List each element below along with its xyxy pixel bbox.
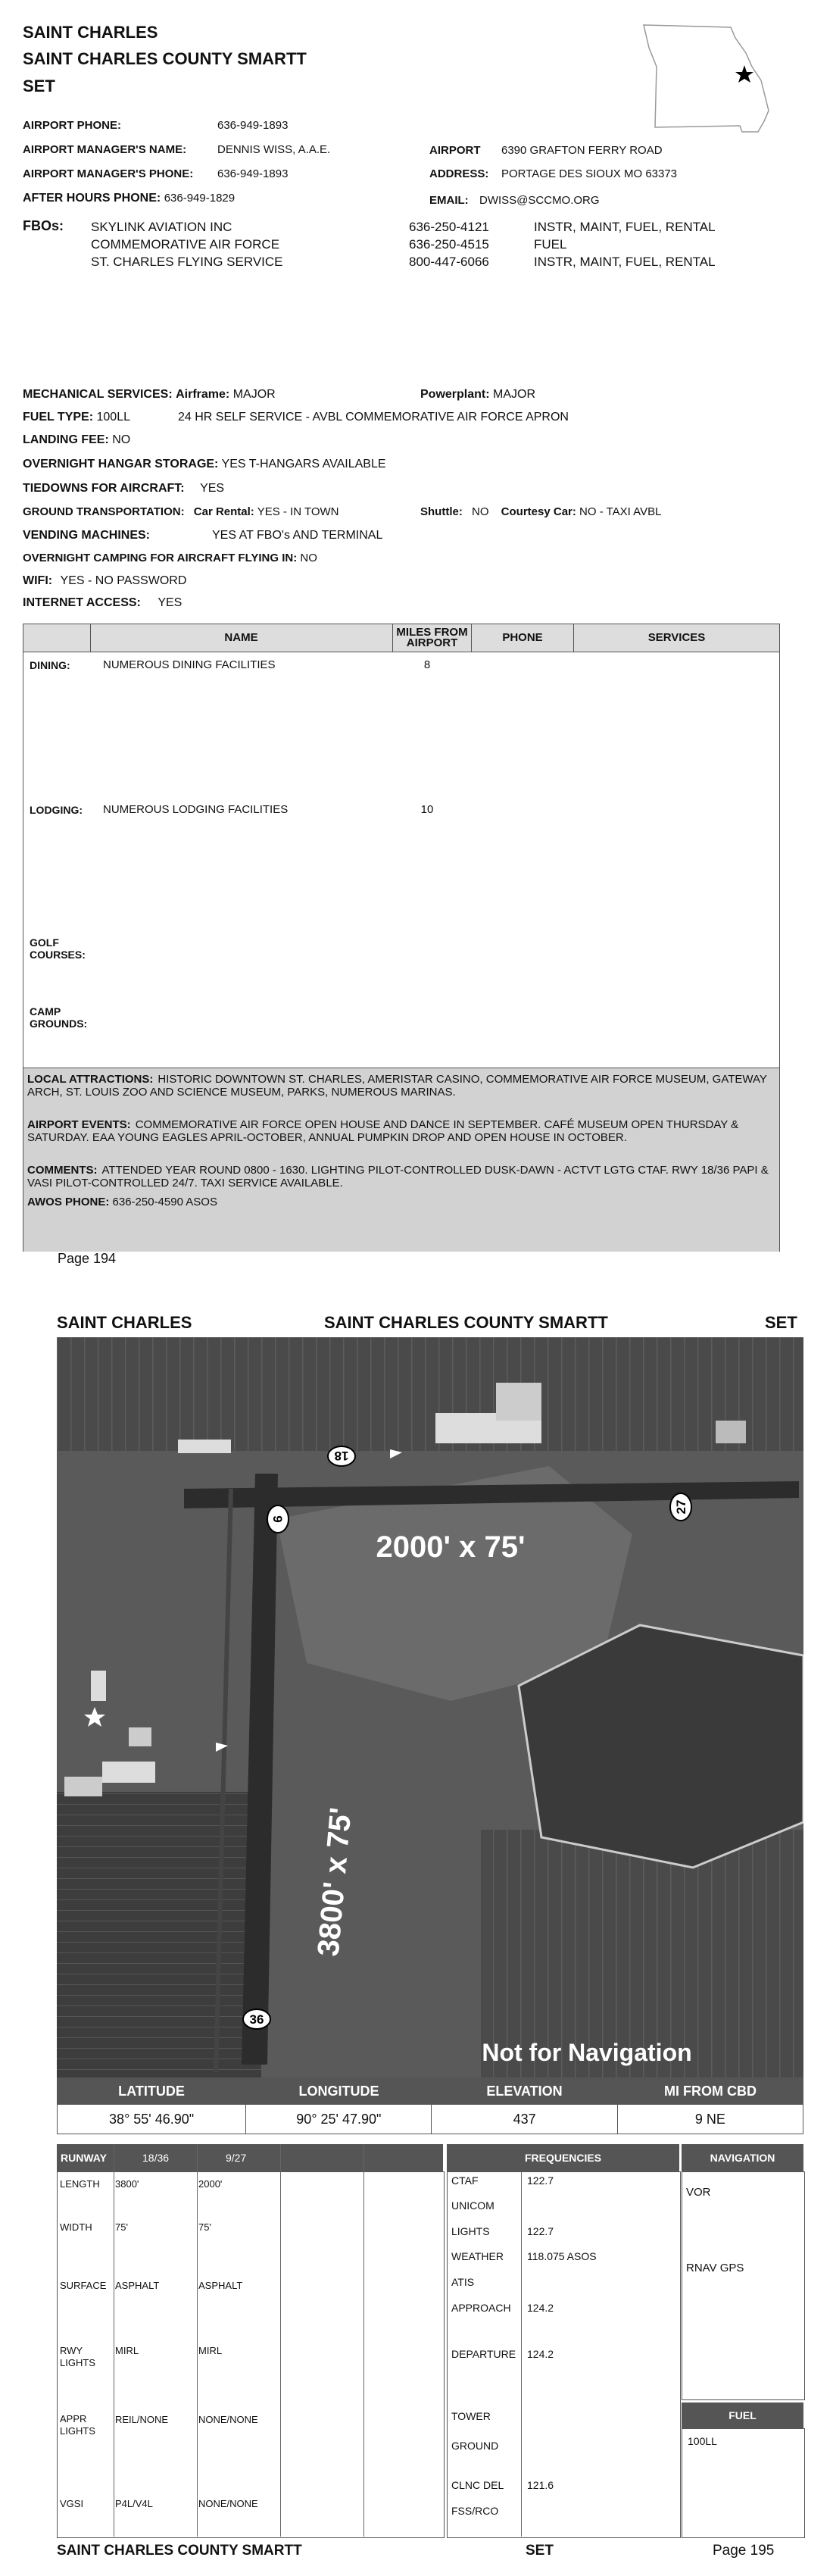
powerplant-value: MAJOR [493, 388, 536, 401]
cbd-label: MI FROM CBD [664, 2083, 757, 2099]
col-name: NAME [90, 624, 393, 652]
awos-label: AWOS PHONE: [27, 1196, 110, 1208]
manager-phone-label: AIRPORT MANAGER'S PHONE: [23, 167, 194, 180]
fbo-name: COMMEMORATIVE AIR FORCE [91, 237, 280, 252]
length-label: LENGTH [60, 2178, 100, 2190]
camping-value: NO [300, 552, 317, 564]
atis-label: ATIS [451, 2276, 475, 2288]
runway-9-label: 9 [270, 1515, 285, 1523]
after-hours-phone: 636-949-1829 [164, 192, 236, 205]
fuel-note: 24 HR SELF SERVICE - AVBL COMMEMORATIVE AIR FORCE APRON [178, 411, 569, 424]
ground-transport-row [23, 505, 339, 518]
landing-fee-value: NO [112, 433, 131, 446]
mechanical-services-row [23, 388, 276, 402]
camping-label: OVERNIGHT CAMPING FOR AIRCRAFT FLYING IN: [23, 552, 298, 564]
fbo-services: FUEL [534, 237, 567, 252]
departure-value: 124.2 [527, 2348, 554, 2360]
amenities-header [23, 624, 779, 652]
runway-1-label: 18/36 [142, 2152, 170, 2164]
length-rwy2: 2000' [198, 2178, 223, 2190]
coordinates-table [57, 2077, 803, 2134]
page2-header-center: SAINT CHARLES COUNTY SMARTT [324, 1313, 608, 1332]
appr-rwy1: REIL/NONE [115, 2414, 169, 2425]
runway-27-label: 27 [674, 1499, 688, 1515]
shuttle-label: Shuttle: [420, 505, 463, 518]
footer-center: SET [526, 2543, 554, 2559]
amenities-table [23, 624, 780, 1252]
dining-label: DINING: [30, 659, 70, 671]
col-miles: MILES FROM AIRPORT [393, 624, 472, 652]
city-title: SAINT CHARLES [23, 23, 158, 42]
cbd-value: 9 NE [694, 2111, 725, 2127]
aerial-airport-photo [57, 1337, 803, 2077]
dining-miles: 8 [423, 658, 431, 671]
departure-label: DEPARTURE [451, 2348, 516, 2360]
runway-header [57, 2144, 443, 2171]
fuel-header: FUEL [682, 2402, 803, 2428]
lodging-label: LODGING: [30, 804, 83, 816]
wifi-label: WIFI: [23, 574, 53, 587]
wifi-row [23, 574, 186, 588]
internet-value: YES [158, 596, 183, 609]
latitude-label: LATITUDE [118, 2083, 185, 2099]
rnav-gps-label: RNAV GPS [686, 2262, 744, 2274]
lights-rwy2: MIRL [198, 2345, 223, 2356]
ctaf-value: 122.7 [527, 2174, 554, 2187]
elevation-value: 437 [432, 2105, 617, 2134]
golf-label: GOLF COURSES: [30, 936, 86, 961]
lodging-name: NUMEROUS LODGING FACILITIES [103, 803, 289, 816]
comments-label: COMMENTS: [27, 1164, 98, 1177]
clnc-del-value: 121.6 [527, 2479, 554, 2491]
crosswind-dimension-label: 2000' x 75' [376, 1530, 526, 1564]
fbos-label: FBOs: [23, 218, 64, 233]
wifi-value: YES - NO PASSWORD [60, 574, 187, 587]
shuttle-value: NO [472, 505, 489, 518]
email-label: EMAIL: [429, 194, 469, 207]
vending-row [23, 529, 150, 542]
after-hours-label: AFTER HOURS PHONE: [23, 192, 161, 205]
width-label: WIDTH [60, 2221, 92, 2233]
fbo-phone: 636-250-4515 [409, 237, 489, 252]
powerplant-label: Powerplant: [420, 388, 490, 401]
attractions-label: LOCAL ATTRACTIONS: [27, 1073, 154, 1086]
appr-rwy2: NONE/NONE [198, 2414, 258, 2425]
coordinates-header [57, 2077, 803, 2105]
airport-name-title: SAINT CHARLES COUNTY SMARTT [23, 49, 307, 68]
vor-label: VOR [686, 2186, 711, 2199]
landing-fee-row [23, 433, 130, 447]
attractions-text: HISTORIC DOWNTOWN ST. CHARLES, AMERISTAR CASINO, COMMEMORATIVE AIR FORCE MUSEUM, GATEWAY ARCH, ST. LOUIS ZOO AND SCIENCE MUSEUM, PARKS, NUMEROUS MARINAS. [27, 1073, 767, 1099]
amenity-category-col [23, 624, 91, 652]
fbo-phone: 800-447-6066 [409, 255, 489, 269]
page-number-194: Page 194 [58, 1251, 117, 1266]
manager-name: DENNIS WISS, A.A.E. [217, 143, 331, 156]
frequencies-header: FREQUENCIES [447, 2144, 679, 2171]
dining-name: NUMEROUS DINING FACILITIES [103, 658, 276, 671]
width-rwy2: 75' [198, 2221, 211, 2233]
surface-label: SURFACE [60, 2280, 107, 2291]
footer-page-number: Page 195 [713, 2543, 775, 2559]
airport-phone: 636-949-1893 [217, 119, 289, 132]
fss-rco-label: FSS/RCO [451, 2505, 499, 2517]
email: DWISS@SCCMO.ORG [479, 194, 600, 207]
address-city: PORTAGE DES SIOUX MO 63373 [501, 167, 678, 180]
elevation-label: ELEVATION [486, 2083, 563, 2099]
lights-rwy1: MIRL [115, 2345, 139, 2356]
appr-lights-label: APPR LIGHTS [60, 2413, 95, 2437]
notes-section [23, 1068, 779, 1252]
weather-value: 118.075 ASOS [527, 2250, 597, 2262]
mech-label: MECHANICAL SERVICES: [23, 388, 173, 401]
tiedown-row [23, 482, 224, 496]
address-label-2: ADDRESS: [429, 167, 489, 180]
footer-left: SAINT CHARLES COUNTY SMARTT [57, 2543, 302, 2559]
hangar-row [23, 458, 386, 471]
fbo-phone: 636-250-4121 [409, 220, 489, 234]
car-rental-value: YES - IN TOWN [257, 505, 339, 518]
coordinates-values [57, 2105, 803, 2134]
camping-row [23, 552, 317, 564]
events-text: COMMEMORATIVE AIR FORCE OPEN HOUSE AND DANCE IN SEPTEMBER. CAFÉ MUSEUM OPEN THURSDAY & SATURDAY. EAA YOUNG EAGLES APRIL-OCTOBER, ANNUAL PUMPKIN DROP AND OPEN HOUSE IN OCTOBER. [27, 1118, 739, 1144]
fbo-services: INSTR, MAINT, FUEL, RENTAL [534, 220, 716, 234]
approach-value: 124.2 [527, 2302, 554, 2314]
vending-value: YES AT FBO's AND TERMINAL [212, 529, 383, 542]
fbo-name: ST. CHARLES FLYING SERVICE [91, 255, 283, 269]
clnc-del-label: CLNC DEL [451, 2479, 504, 2491]
missouri-state-map [640, 21, 776, 135]
ctaf-label: CTAF [451, 2174, 479, 2187]
powerplant-row [420, 388, 535, 402]
rwy-lights-label: RWY LIGHTS [60, 2345, 95, 2368]
weather-label: WEATHER [451, 2250, 504, 2262]
runway-label: RUNWAY [61, 2152, 107, 2164]
landing-fee-label: LANDING FEE: [23, 433, 109, 446]
vgsi-rwy1: P4L/V4L [115, 2498, 153, 2509]
camp-label: CAMP GROUNDS: [30, 1005, 88, 1030]
address-line: 6390 GRAFTON FERRY ROAD [501, 144, 663, 157]
ground-transport-label: GROUND TRANSPORTATION: [23, 505, 185, 518]
surface-rwy1: ASPHALT [115, 2280, 160, 2291]
approach-label: APPROACH [451, 2302, 511, 2314]
ground-label: GROUND [451, 2440, 499, 2452]
length-rwy1: 3800' [115, 2178, 139, 2190]
internet-row [23, 596, 182, 610]
courtesy-car-label: Courtesy Car: [501, 505, 576, 518]
not-for-navigation-label: Not for Navigation [482, 2039, 692, 2066]
runway-18-label: 18 [334, 1449, 349, 1463]
lodging-miles: 10 [420, 803, 434, 816]
fuel-type-row [23, 411, 130, 424]
internet-label: INTERNET ACCESS: [23, 596, 141, 609]
lights-freq-label: LIGHTS [451, 2225, 490, 2237]
fuel-type-value: 100LL [96, 411, 130, 424]
col-services: SERVICES [647, 631, 706, 644]
longitude-value: 90° 25' 47.90" [246, 2105, 432, 2134]
page2-header-left: SAINT CHARLES [57, 1313, 192, 1332]
tiedown-label: TIEDOWNS FOR AIRCRAFT: [23, 482, 185, 495]
vgsi-label: VGSI [60, 2498, 84, 2509]
page2-header-right: SET [765, 1313, 797, 1332]
comments-text: ATTENDED YEAR ROUND 0800 - 1630. LIGHTING PILOT-CONTROLLED DUSK-DAWN - ACTVT LGTG CTAF. RWY 18/36 PAPI & VASI PILOT-CONTROLLED 24/7. TAXI SERVICE AVAILABLE. [27, 1164, 769, 1190]
car-rental-label: Car Rental: [193, 505, 254, 518]
tower-label: TOWER [451, 2410, 491, 2422]
surface-rwy2: ASPHALT [198, 2280, 243, 2291]
airframe-value: MAJOR [232, 388, 276, 401]
longitude-label: LONGITUDE [298, 2083, 379, 2099]
lights-freq-value: 122.7 [527, 2225, 554, 2237]
awos-value: 636-250-4590 ASOS [112, 1196, 217, 1208]
address-label-1: AIRPORT [429, 144, 481, 157]
col-phone: PHONE [472, 624, 574, 652]
hangar-label: OVERNIGHT HANGAR STORAGE: [23, 458, 219, 470]
fbo-services: INSTR, MAINT, FUEL, RENTAL [534, 255, 716, 269]
shuttle-row [420, 505, 661, 518]
vgsi-rwy2: NONE/NONE [198, 2498, 258, 2509]
unicom-label: UNICOM [451, 2199, 494, 2212]
fuel-value: 100LL [688, 2435, 717, 2447]
manager-phone: 636-949-1893 [217, 167, 289, 180]
airframe-label: Airframe: [176, 388, 230, 401]
courtesy-car-value: NO - TAXI AVBL [579, 505, 662, 518]
after-hours-row [23, 192, 235, 205]
latitude-value: 38° 55' 46.90" [58, 2105, 246, 2134]
navigation-header: NAVIGATION [682, 2144, 803, 2171]
identifier-title: SET [23, 77, 55, 95]
vending-label: VENDING MACHINES: [23, 529, 151, 542]
fbo-name: SKYLINK AVIATION INC [91, 220, 232, 234]
awos-phone [27, 1196, 777, 1208]
main-runway-dimension-label: 3800' x 75' [311, 1805, 358, 1958]
width-rwy1: 75' [115, 2221, 128, 2233]
comments [27, 1164, 777, 1190]
tiedown-value: YES [200, 482, 225, 495]
local-attractions [27, 1073, 777, 1099]
navigation-box [682, 2171, 805, 2400]
manager-name-label: AIRPORT MANAGER'S NAME: [23, 143, 187, 156]
runway-2-label: 9/27 [226, 2152, 247, 2164]
runway-36-label: 36 [249, 2012, 264, 2027]
airport-events [27, 1118, 777, 1144]
airport-phone-label: AIRPORT PHONE: [23, 119, 122, 132]
fuel-type-label: FUEL TYPE: [23, 411, 94, 424]
events-label: AIRPORT EVENTS: [27, 1118, 131, 1131]
hangar-value: YES T-HANGARS AVAILABLE [221, 458, 386, 470]
